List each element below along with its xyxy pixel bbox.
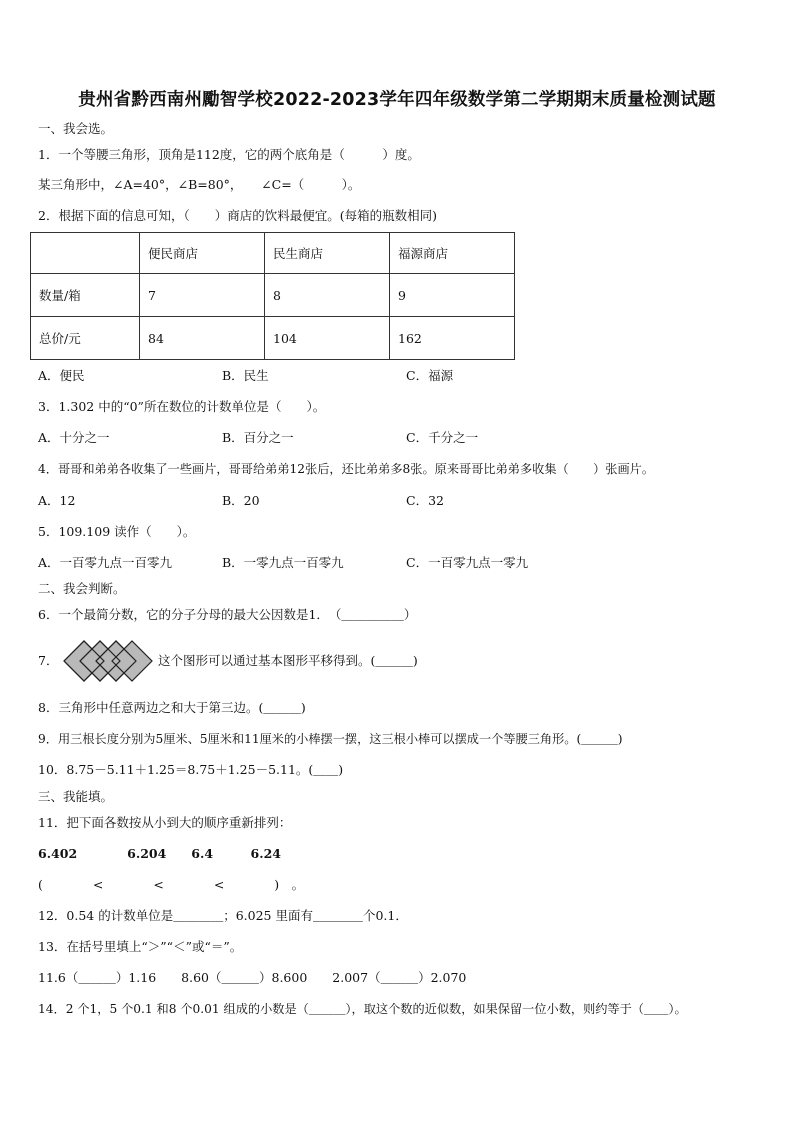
table-cell: 民生商店	[265, 233, 390, 274]
q5-option-a: A．一百零九点一百零九	[38, 555, 173, 570]
q2-option-c: C．福源	[406, 368, 454, 383]
table-cell: 数量/箱	[31, 274, 140, 317]
table-cell	[31, 233, 140, 274]
q5-option-c: C．一百零九点一零九	[406, 555, 529, 570]
question-8: 8．三角形中任意两边之和大于第三边。(＿＿＿)	[38, 700, 306, 715]
question-10: 10．8.75－5.11＋1.25＝8.75＋1.25－5.11。(＿＿)	[38, 762, 344, 777]
section-1-heading: 一、我会选。	[38, 121, 114, 136]
question-13-b: 11.6（＿＿＿）1.16 8.60（＿＿＿）8.600 2.007（＿＿＿）2.070	[38, 970, 467, 985]
table-cell: 8	[265, 274, 390, 317]
question-5: 5．109.109 读作（ ）。	[38, 524, 196, 539]
question-6: 6．一个最简分数，它的分子分母的最大公因数是1． （＿＿＿＿＿）	[38, 607, 417, 622]
q4-option-a: A．12	[38, 493, 76, 508]
table-row	[31, 274, 515, 317]
question-9: 9．用三根长度分别为5厘米、5厘米和11厘米的小棒摆一摆，这三根小棒可以摆成一个等腰三角形。(＿＿＿)	[38, 732, 623, 746]
table-cell: 84	[140, 317, 265, 360]
table-cell: 7	[140, 274, 265, 317]
price-table	[30, 232, 515, 360]
question-7-number: 7．	[38, 653, 59, 668]
q3-option-c: C．千分之一	[406, 430, 479, 445]
diamond-pattern-figure	[62, 639, 158, 683]
question-4: 4．哥哥和弟弟各收集了一些画片，哥哥给弟弟12张后，还比弟弟多8张。原来哥哥比弟弟多收集（ ）张画片。	[38, 462, 655, 476]
table-cell: 104	[265, 317, 390, 360]
q5-option-b: B．一零九点一百零九	[222, 555, 344, 570]
table-cell: 162	[390, 317, 515, 360]
question-11-answer-blank: ( < < < ) 。	[38, 877, 305, 892]
exam-title: 贵州省黔西南州勵智学校2022-2023学年四年级数学第二学期期末质量检测试题	[78, 90, 716, 110]
question-12: 12．0.54 的计数单位是＿＿＿＿；6.025 里面有＿＿＿＿个0.1．	[38, 908, 408, 923]
q2-option-a: A．便民	[38, 368, 85, 383]
section-3-heading: 三、我能填。	[38, 789, 114, 804]
question-3: 3．1.302 中的“0”所在数位的计数单位是（ ）。	[38, 399, 326, 414]
q3-option-a: A．十分之一	[38, 430, 110, 445]
section-2-heading: 二、我会判断。	[38, 581, 126, 596]
q4-option-b: B．20	[222, 493, 260, 508]
q4-option-c: C．32	[406, 493, 444, 508]
question-14: 14．2 个1，5 个0.1 和8 个0.01 组成的小数是（＿＿＿），取这个数的近似数，如果保留一位小数，则约等于（＿＿）。	[38, 1002, 687, 1016]
table-cell: 9	[390, 274, 515, 317]
question-11: 11．把下面各数按从小到大的顺序重新排列：	[38, 815, 292, 830]
question-1-b: 某三角形中，∠A=40°，∠B=80°， ∠C=（ ）。	[38, 177, 361, 192]
q2-option-b: B．民生	[222, 368, 269, 383]
question-13: 13．在括号里填上“＞”“＜”或“＝”。	[38, 939, 243, 954]
table-cell: 便民商店	[140, 233, 265, 274]
table-row	[31, 317, 515, 360]
question-11-numbers: 6.402 6.204 6.4 6.24	[38, 846, 281, 861]
table-header-row	[31, 233, 515, 274]
question-1: 1．一个等腰三角形，顶角是112度，它的两个底角是（ ）度。	[38, 147, 420, 162]
q3-option-b: B．百分之一	[222, 430, 294, 445]
question-7: 这个图形可以通过基本图形平移得到。(＿＿＿)	[158, 653, 418, 668]
question-2: 2．根据下面的信息可知，（ ）商店的饮料最便宜。(每箱的瓶数相同)	[38, 208, 437, 223]
table-cell: 总价/元	[31, 317, 140, 360]
table-cell: 福源商店	[390, 233, 515, 274]
